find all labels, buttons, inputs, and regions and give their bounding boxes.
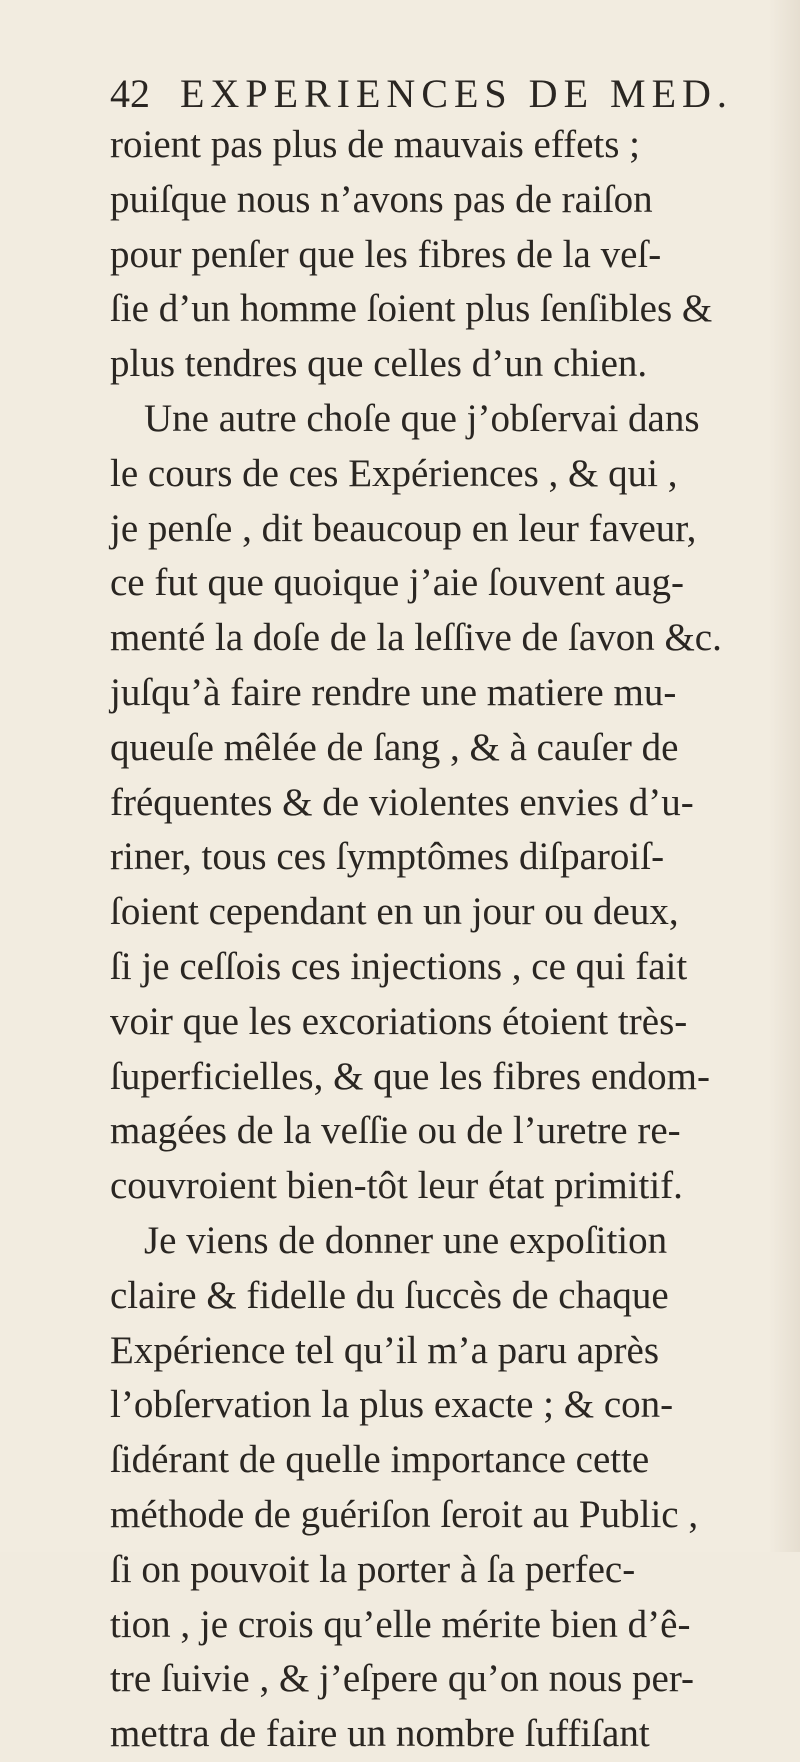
text-line: l’obſervation la plus exacte ; & con-: [110, 1383, 674, 1427]
text-line: Expérience tel qu’il m’a paru après: [110, 1328, 659, 1372]
text-line: je penſe , dit beaucoup en leur faveur,: [110, 506, 697, 550]
text-line: tre ſuivie , & j’eſpere qu’on nous per-: [110, 1657, 695, 1701]
text-line: ſuperficielles, & que les fibres endom-: [110, 1054, 710, 1098]
text-line: fréquentes & de violentes envies d’u-: [110, 780, 694, 824]
text-line: ce fut que quoique j’aie ſouvent aug-: [110, 561, 684, 605]
text-line: riner, tous ces ſymptômes diſparoiſ-: [110, 835, 665, 879]
text-line: couvroient bien-tôt leur état primitif.: [110, 1164, 683, 1208]
text-line: puiſque nous n’avons pas de raiſon: [110, 177, 653, 221]
text-line: le cours de ces Expériences , & qui ,: [110, 451, 678, 495]
text-line: pour penſer que les fibres de la veſ-: [110, 232, 662, 276]
text-line: voir que les excoriations étoient très-: [110, 999, 688, 1043]
text-line: Je viens de donner une expoſition: [144, 1218, 668, 1262]
text-line: queuſe mêlée de ſang , & à cauſer de: [110, 725, 679, 769]
text-line: méthode de guériſon ſeroit au Public ,: [110, 1492, 699, 1536]
text-line: claire & fidelle du ſuccès de chaque: [110, 1273, 669, 1317]
page-number: 42: [110, 71, 150, 116]
text-line: plus tendres que celles d’un chien.: [110, 342, 648, 386]
text-line: tion , je crois qu’elle mérite bien d’ê-: [110, 1602, 691, 1646]
body-text: [110, 118, 770, 1762]
text-line: menté la doſe de la leſſive de ſavon &c.: [110, 616, 722, 660]
text-line: roient pas plus de mauvais effets ;: [110, 123, 640, 166]
text-line: magées de la veſſie ou de l’uretre re-: [110, 1109, 681, 1153]
text-line: ſoient cependant en un jour ou deux,: [110, 890, 679, 934]
text-line: ſi je ceſſois ces injections , ce qui fait: [110, 944, 688, 988]
text-line: ſi on pouvoit la porter à ſa perfec-: [110, 1547, 636, 1591]
running-title: EXPERIENCES DE MED.: [180, 71, 733, 116]
text-line: Une autre choſe que j’obſervai dans: [144, 396, 700, 440]
text-line: ſidérant de quelle importance cette: [110, 1438, 650, 1482]
text-line: juſqu’à faire rendre une matiere mu-: [110, 670, 677, 714]
text-line: ſie d’un homme ſoient plus ſenſibles &: [110, 287, 713, 331]
text-line: mettra de faire un nombre ſuffiſant: [110, 1712, 650, 1756]
